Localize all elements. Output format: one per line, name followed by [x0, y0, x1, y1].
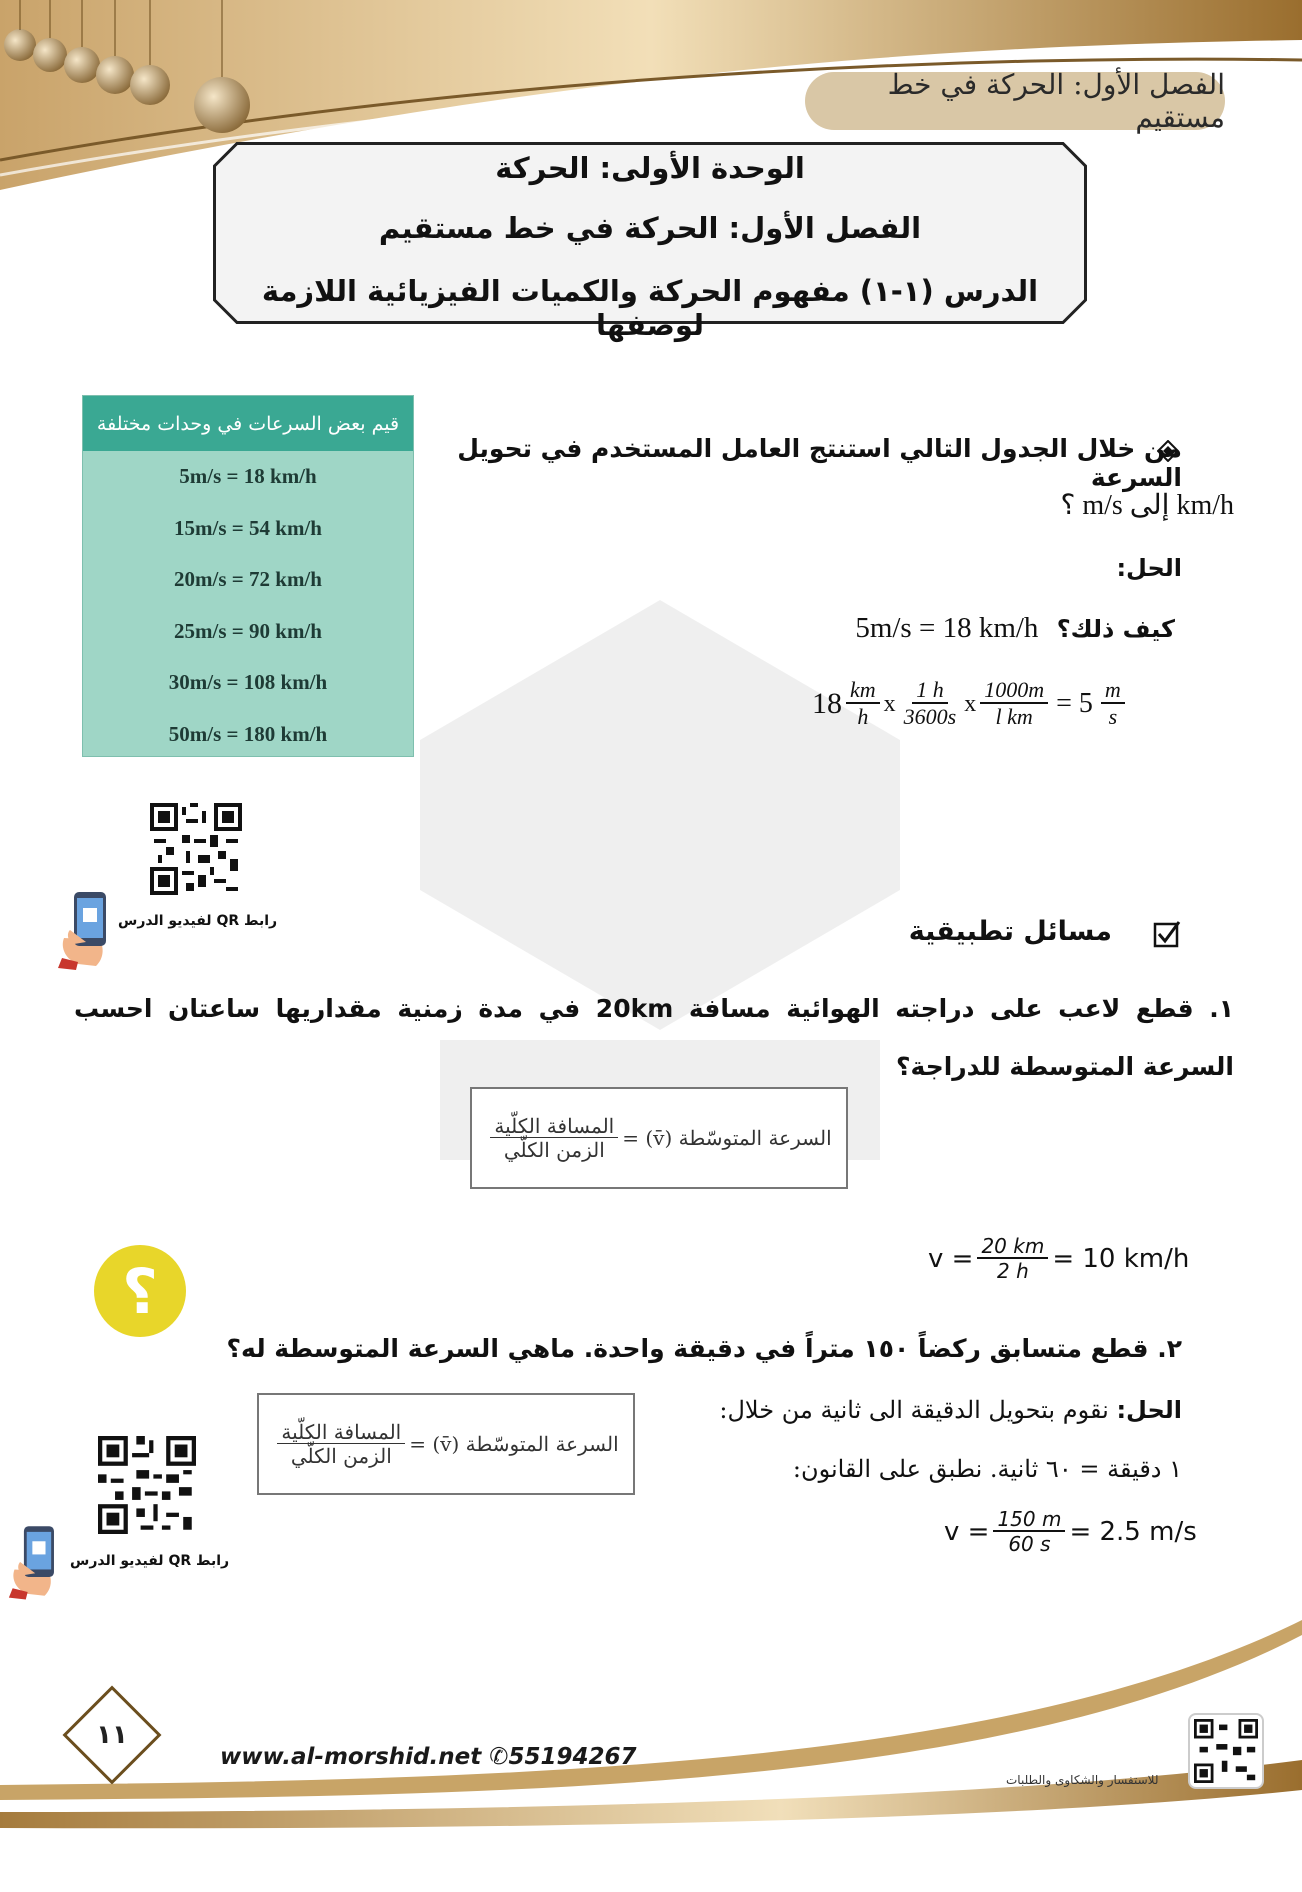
phone-number: ✆55194267: [489, 1744, 637, 1770]
qr-caption: رابط QR لفيديو الدرس: [70, 1553, 230, 1569]
conv-f1-den: h: [857, 704, 869, 730]
ans2-result: = 2.5 m/s: [1069, 1517, 1197, 1547]
formula-den: الزمن الكلّي: [290, 1443, 392, 1468]
speed-table: [82, 395, 414, 757]
ex2-solution-label: الحل:: [1116, 1396, 1182, 1424]
conv-times: x: [964, 690, 977, 717]
conv-f3-den: l km: [995, 704, 1033, 730]
ans2-v: v =: [944, 1517, 990, 1547]
exercises-title: مسائل تطبيقية: [908, 916, 1112, 947]
ans1-v: v =: [928, 1244, 974, 1274]
speed-row: 30m/s = 108 km/h: [168, 670, 328, 695]
formula-num: المسافة الكلّية: [490, 1115, 618, 1138]
formula-fraction: [490, 1115, 618, 1162]
average-speed-formula: [257, 1393, 635, 1495]
exercise-1: ١. قطع لاعب على دراجته الهوائية مسافة 20km في مدة زمنية مقداريها ساعتان احسب السرعة المتوسطة للدراجة؟: [74, 994, 1234, 1081]
ans1-den: 2 h: [996, 1259, 1029, 1283]
conv-f4-num: m: [1101, 678, 1125, 704]
exercise-2-answer: [944, 1508, 1197, 1556]
speed-row: 5m/s = 18 km/h: [179, 464, 317, 489]
speed-row: 20m/s = 72 km/h: [174, 567, 322, 592]
exercise-2: ٢. قطع متسابق ركضاً ١٥٠ متراً في دقيقة واحدة. ماهي السرعة المتوسطة له؟: [226, 1334, 1182, 1363]
how-equation: 5m/s = 18 km/h: [855, 612, 1039, 644]
conv-f2-num: 1 h: [912, 678, 948, 704]
phone-hand-icon: [7, 1520, 69, 1602]
conv-fraction-1: [846, 678, 880, 731]
ex2-solution-text: نقوم بتحويل الدقيقة الى ثانية من خلال:: [719, 1396, 1109, 1424]
question-line-1: من خلال الجدول التالي استنتج العامل المستخدم في تحويل السرعة: [457, 434, 1182, 492]
formula-fraction: [277, 1421, 405, 1468]
conversion-equation: [812, 678, 1129, 731]
qr-code[interactable]: [150, 803, 242, 895]
exercise-1-answer: [928, 1235, 1189, 1283]
question-mark-icon: ؟: [94, 1245, 186, 1337]
conv-fraction-3: [980, 678, 1048, 731]
phone-hand-icon: [56, 888, 122, 970]
speed-table-title: قيم بعض السرعات في وحدات مختلفة: [83, 396, 413, 451]
website-link[interactable]: www.al-morshid.net: [220, 1744, 482, 1770]
lesson-title: الدرس (١-١) مفهوم الحركة والكميات الفيزيائية اللازمة لوصفها: [261, 274, 1039, 342]
exercise-2-solution-line-2: ١ دقيقة = ٦٠ ثانية. نطبق على القانون:: [792, 1455, 1182, 1483]
footer-note: للاستفسار والشكاوى والطلبات: [1006, 1773, 1159, 1787]
formula-lhs: السرعة المتوسّطة (v̄) =: [622, 1126, 832, 1150]
formula-lhs: السرعة المتوسّطة (v̄) =: [409, 1432, 619, 1456]
qr-caption: رابط QR لفيديو الدرس: [118, 913, 278, 929]
ans1-num: 20 km: [977, 1235, 1048, 1259]
ans2-den: 60 s: [1008, 1532, 1051, 1556]
conv-result: = 5: [1056, 688, 1093, 720]
ans2-fraction: [993, 1508, 1065, 1556]
ans1-fraction: [977, 1235, 1048, 1283]
unit-title: الوحدة الأولى: الحركة: [495, 151, 805, 185]
question-line-2: km/h إلى m/s ؟: [1060, 490, 1234, 521]
ans2-num: 150 m: [993, 1508, 1065, 1532]
ans1-result: = 10 km/h: [1052, 1244, 1190, 1274]
conv-lead: 18: [812, 687, 842, 721]
formula-num: المسافة الكلّية: [277, 1421, 405, 1444]
conv-f4-den: s: [1108, 704, 1118, 730]
qr-code[interactable]: [98, 1436, 196, 1534]
footer-qr-code[interactable]: [1188, 1713, 1264, 1789]
qr-code-icon: [98, 1436, 196, 1534]
conv-times: x: [883, 690, 896, 717]
footer-contact: [220, 1744, 637, 1770]
chapter-title: الفصل الأول: الحركة في خط مستقيم: [378, 211, 922, 245]
how-label: كيف ذلك؟: [1056, 615, 1175, 643]
average-speed-formula: [470, 1087, 848, 1189]
speed-row: 50m/s = 180 km/h: [168, 721, 328, 746]
conv-f1-num: km: [846, 678, 880, 704]
conv-f2-den: 3600s: [903, 704, 957, 730]
footer-decoration: [0, 1600, 1302, 1892]
page-number: ١١: [96, 1720, 128, 1750]
speed-row: 25m/s = 90 km/h: [174, 618, 322, 643]
checkbox-icon: [1153, 920, 1181, 948]
solution-label: الحل:: [1116, 554, 1182, 582]
qr-code-icon: [1194, 1719, 1258, 1783]
conv-f3-num: 1000m: [980, 678, 1048, 704]
speed-row: 15m/s = 54 km/h: [174, 515, 322, 540]
conv-fraction-4: [1101, 678, 1125, 731]
qr-code-icon: [150, 803, 242, 895]
how-line: [855, 612, 1175, 645]
conv-fraction-2: [900, 678, 961, 731]
formula-den: الزمن الكلّي: [503, 1137, 605, 1162]
chapter-pill: الفصل الأول: الحركة في خط مستقيم: [805, 72, 1225, 130]
exercise-2-solution: [719, 1396, 1182, 1424]
